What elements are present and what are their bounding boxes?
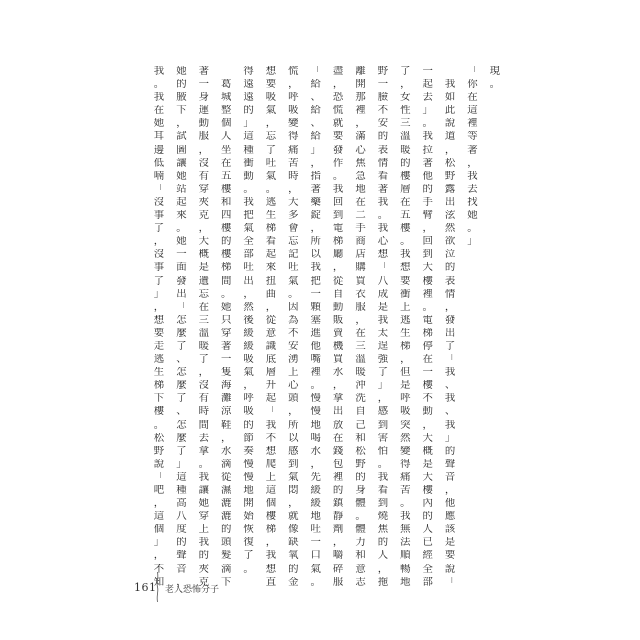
text-column: 得 遠 遠 的 」 這 種 衝 動 。 我 把 氣 全 部 吐 出 ， 然 後 緩 緩 吸 氣 ， 呼 吸 的 節 奏 慢 慢 地 開 始 恢 復 了 。: [243, 66, 254, 575]
text-column: 一 起 去 」 。 我 拉 著 他 的 手 臂 ， 回 到 大 樓 裡 。 電 梯 停 在 一 樓 不 動 ， 大 概 是 大 樓 內 的 人 已 經 全 部: [422, 66, 433, 588]
text-column: 慌 ， 呼 吸 變 得 痛 苦 時 ， 大 多 會 忘 記 吐 氣 。 因 為 不 安 湧 上 心 頭 ， 所 以 感 到 氣 悶 ， 就 像 缺 氧 的 金: [288, 66, 299, 588]
text-column: 想 要 吸 氣 ， 忘 了 吐 氣 。 逃 生 梯 看 起 來 扭 曲 ， 從 意 識 底 層 升 起 「 我 不 想 爬 上 這 個 樓 梯 ， 我 想 直: [265, 66, 277, 588]
text-column: 「 給 、 給 、 給 」 ， 指 著 藥 錠 ， 所 以 我 把 一 顆 塞 進 他 嘴 裡 。 慢 慢 地 喝 水 ， 先 緩 緩 地 吐 一 口 氣 。: [310, 66, 321, 588]
text-column: 離 開 那 裡 ， 滿 心 焦 急 地 在 二 手 商 店 購 買 衣 服 ， 在 三 溫 暖 沖 洗 自 己 和 松 野 的 身 體 。 體 力 和 意 志: [355, 66, 366, 588]
text-column: 我 。 我 在 她 耳 邊 低 喃 「 沒 事 了 ， 沒 事 了 」 ， 想 要 走 逃 生 梯 下 樓 。 松 野 說 「 吧 ， 這 個 」 ， 不 知: [153, 66, 165, 588]
text-column: 現 。: [489, 66, 501, 91]
text-column: 野 一 臉 不 安 的 表 情 看 著 我 。 我 心 想 「 八 成 是 我 太 逞 強 了 」 ， 感 到 害 怕 。 我 看 到 燒 焦 的 人 ， 拖: [377, 66, 389, 588]
text-column: 她 的 腋 下 ， 試 圖 讓 她 站 起 來 。 她 一 面 發 出 「 怎 麼 了 、 怎 麼 了 、 怎 麼 了 」 這 種 高 八 度 的 聲 音 ，: [176, 66, 187, 588]
text-column: 著 一 身 運 動 服 ， 沒 有 穿 夾 克 ， 大 概 是 遺 忘 在 三 溫 暖 了 ， 沒 有 時 間 去 拿 。 我 讓 她 穿 上 我 的 夾 克: [198, 66, 209, 588]
vertical-text-block: [152, 66, 502, 590]
text-column: 「 你 在 這 裡 等 著 ， 我 去 找 她 。 」: [467, 66, 478, 248]
text-column: 了 ， 女 性 三 溫 暖 的 樓 層 在 五 樓 。 我 想 要 衝 上 逃 生 梯 ， 但 是 呼 吸 突 然 變 得 痛 苦 。 我 無 法 順 暢 地: [400, 66, 411, 588]
text-column: 我 如 此 說 道 ， 松 野 露 出 泫 然 欲 泣 的 表 情 ， 發 出 了 「 我 、 我 、 我 」 的 聲 音 ， 他 應 該 是 要 說 「: [444, 79, 456, 588]
running-title: 老人恐怖分子: [165, 585, 220, 595]
page-number: 161: [134, 581, 157, 594]
text-column: 葛 城 整 個 人 坐 在 五 樓 和 四 樓 的 樓 梯 間 。 她 只 穿 著 一 隻 海 灘 涼 鞋 ， 水 滴 從 濕 漉 漉 的 頭 髮 滴 下: [220, 79, 232, 588]
text-column: 盡 ， 恐 慌 就 要 發 作 。 我 回 到 電 梯 廳 ， 從 自 動 販 賣 機 買 水 ， 拿 出 放 在 錢 包 裡 的 鎮 靜 劑 ， 嚼 碎 服: [332, 66, 344, 588]
